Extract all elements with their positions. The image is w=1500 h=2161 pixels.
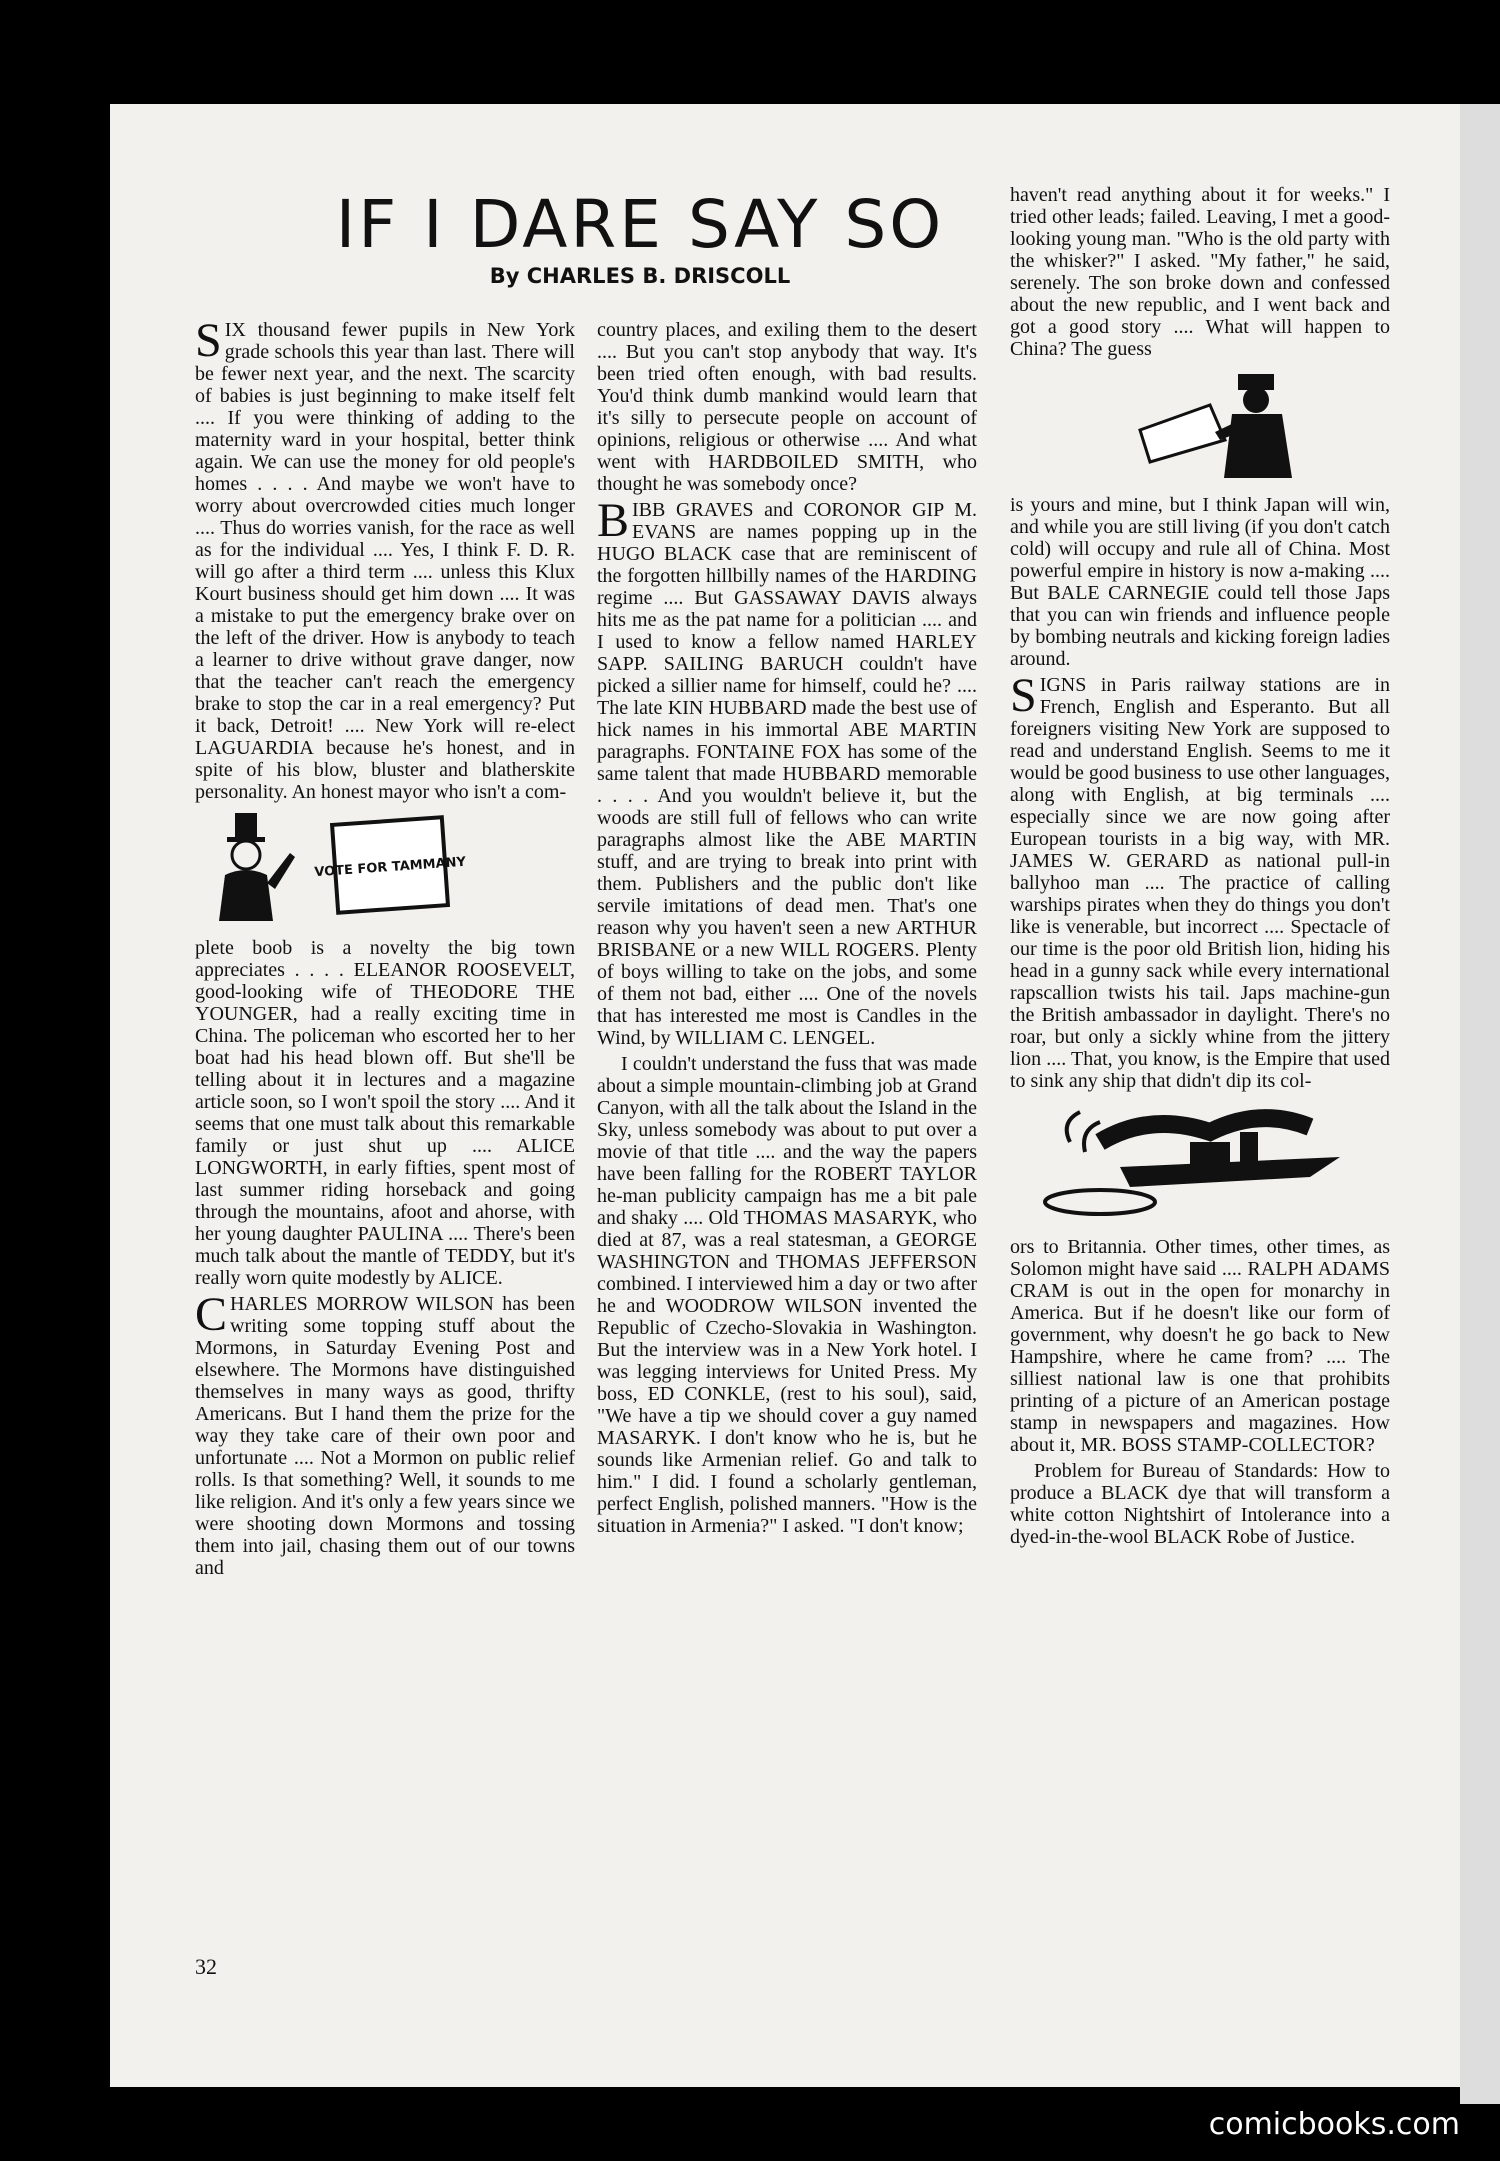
battleship-illustration <box>1010 1102 1390 1222</box>
paragraph: country places, and exiling them to the desert .... But you can't stop anybody that way. It's been tried often enough, with bad results. You'd think dumb mankind would learn that it's silly to persecute people on account of opinions, religious or otherwise .... And what went with HARDBOILED SMITH, who thought he was somebody once? <box>597 319 977 495</box>
paragraph: ors to Britannia. Other times, other times, as Solomon might have said .... RALPH ADAMS CRAM is out in the open for monarchy in America. But if he doesn't like our form of government, why doesn't he go back to New Hampshire, where he came from? .... The silliest national law is one that prohibits printing of a picture of an American postage stamp in newspapers and magazines. How about it, MR. BOSS STAMP-COLLECTOR? <box>1010 1236 1390 1456</box>
drop-cap: S <box>195 314 222 367</box>
column-2 <box>597 319 977 1541</box>
watermark: comicbooks.com <box>1208 2107 1460 2142</box>
paragraph: SIGNS in Paris railway stations are in French, English and Esperanto. But all foreigners visiting New York are supposed to read and understand English. Seems to me it would be good business to use other languages, along with English, at big terminals .... especially since we are now going after European tourists in a big way, with MR. JAMES W. GERARD as national pull-in ballyhoo man .... The practice of calling warships pirates when they do things you don't like is venerable, but incorrect .... Spectacle of our time is the poor old British lion, hiding his head in a gunny sack while every international rapscallion twists his tail. Japs machine-gun the British ambassador in daylight. There's no roar, but only a sickly whine from the jittery lion .... That, you know, is the Empire that used to sink any ship that didn't dip its col- <box>1010 669 1390 1092</box>
paragraph: haven't read anything about it for weeks." I tried other leads; failed. Leaving, I met a good-looking young man. "Who is the old party with the whisker?" I asked. "My father," he said, serenely. The son broke down and confessed about the new republic, and I went back and got a good story .... What will happen to China? The guess <box>1010 184 1390 360</box>
paragraph: plete boob is a novelty the big town appreciates . . . . ELEANOR ROOSEVELT, good-looking wife of THEODORE THE YOUNGER, had a really exciting time in China. The policeman who escorted her to her boat had his head blown off. But she'll be telling about it in lectures and a magazine article soon, so I won't spoil the story .... And it seems that one must talk about this remarkable family or just shut up .... ALICE LONGWORTH, in early fifties, spent most of last summer riding horseback and going through the mountains, afoot and ahorse, with her young daughter PAULINA .... There's been much talk about the mantle of TEDDY, but it's really worn quite modestly by ALICE. <box>195 937 575 1289</box>
page-number: 32 <box>195 1954 217 1979</box>
article-title: IF I DARE SAY SO <box>335 186 945 263</box>
drop-cap: S <box>1010 669 1037 722</box>
paragraph: is yours and mine, but I think Japan will win, and while you are still living (if you don't catch cold) will occupy and rule all of China. Most powerful empire in history is now a-making .... But BALE CARNEGIE could tell those Japs that you can win friends and influence people by bombing neutrals and kicking foreign ladies around. <box>1010 494 1390 670</box>
paragraph: I couldn't understand the fuss that was made about a simple mountain-climbing job at Grand Canyon, with all the talk about the Island in the Sky, unless somebody was about to put over a movie of that title .... and the way the papers have been falling for the ROBERT TAYLOR he-man publicity campaign has me a bit pale and shaky .... Old THOMAS MASARYK, who died at 87, was a real statesman, a GEORGE WASHINGTON and THOMAS JEFFERSON combined. I interviewed him a day or two after he and WOODROW WILSON invented the Republic of Czecho-Slovakia in Washington. But the interview was in a New York hotel. I was legging interviews for United Press. My boss, ED CONKLE, (rest to his soul), said, "We have a tip we should cover a guy named MASARYK. I don't know who he is, but he sounds like Armenian relief. Go and talk to him." I did. I found a scholarly gentleman, perfect English, polished manners. "How is the situation in Armenia?" I asked. "I don't know; <box>597 1053 977 1537</box>
magazine-page <box>110 104 1460 2087</box>
column-3 <box>1010 184 1390 1552</box>
drop-cap: C <box>195 1288 228 1341</box>
tammany-cartoon-illustration <box>195 813 495 923</box>
next-page-edge <box>1460 104 1500 2104</box>
paragraph: CHARLES MORROW WILSON has been writing some topping stuff about the Mormons, in Saturday Evening Post and elsewhere. The Mormons have distinguished themselves in many ways as good, thrifty Americans. But I hand them the prize for the way they take care of their own poor and unfortunate .... Not a Mormon on public relief rolls. Is that something? Well, it sounds to me like religion. And it's only a few years since we were shooting down Mormons and tossing them into jail, chasing them out of our towns and <box>195 1288 575 1579</box>
drop-cap: B <box>597 494 630 547</box>
column-1 <box>195 314 575 1583</box>
paragraph: SIX thousand fewer pupils in New York grade schools this year than last. There will be fewer next year, and the next. The scarcity of babies is just beginning to make itself felt .... If you were thinking of adding to the maternity ward in your hospital, better think again. We can use the money for old people's homes . . . . And maybe we won't have to worry about overcrowded cities much longer .... Thus do worries vanish, for the race as well as for the individual .... Yes, I think F. D. R. will go after a third term .... unless this Klux Kourt business should get him down .... It was a mistake to put the emergency brake over on the left of the driver. How is anybody to teach a learner to drive without grave danger, now that the teacher can't reach the emergency brake to stop the car in a real emergency? Put it back, Detroit! .... New York will re-elect LAGUARDIA because he's honest, and in spite of his blow, bluster and blatherskite personality. An honest mayor who isn't a com- <box>195 314 575 803</box>
article-byline: By CHARLES B. DRISCOLL <box>489 264 791 288</box>
paragraph: Problem for Bureau of Standards: How to produce a BLACK dye that will transform a white cotton Nightshirt of Intolerance into a dyed-in-the-wool BLACK Robe of Justice. <box>1010 1460 1390 1548</box>
paragraph: BIBB GRAVES and CORONOR GIP M. EVANS are names popping up in the HUGO BLACK case that are reminiscent of the forgotten hillbilly names of the HARDING regime .... But GASSAWAY DAVIS always hits me as the pat name for a politician .... and I used to know a fellow named HARLEY SAPP. SAILING BARUCH couldn't have picked a sillier name for himself, could he? .... The late KIN HUBBARD made the best use of hick names in his immortal ABE MARTIN paragraphs. FONTAINE FOX has some of the same talent that made HUBBARD memorable . . . . And you wouldn't believe it, but the woods are still full of fellows who can write paragraphs almost like the ABE MARTIN stuff, and are trying to break into print with them. Publishers and the public don't like servile imitations of dead men. That's one reason why you haven't seen a new ARTHUR BRISBANE or a new WILL ROGERS. Plenty of boys willing to take on the jobs, and some of them not bad, either .... One of the novels that has interested me most is Candles in the Wind, by WILLIAM C. LENGEL. <box>597 494 977 1049</box>
vote-sign-text: VOTE FOR TAMMANY <box>313 854 467 881</box>
japanese-soldier-illustration <box>1010 370 1390 480</box>
